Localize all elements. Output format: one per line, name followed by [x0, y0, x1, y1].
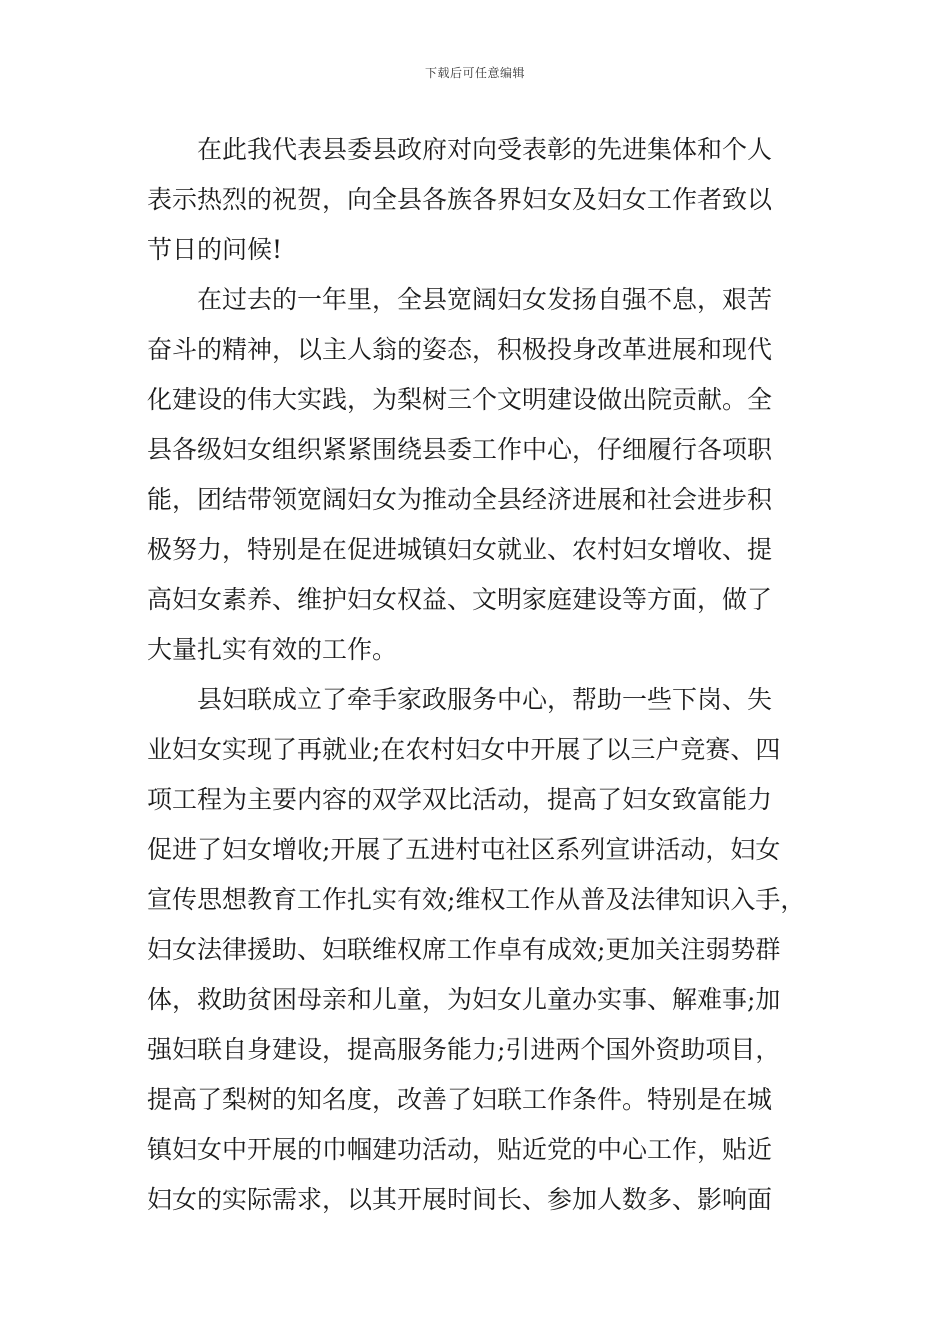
text-line: 县各级妇女组织紧紧围绕县委工作中心，仔细履行各项职: [147, 435, 773, 464]
text-line: 体，救助贫困母亲和儿童，为妇女儿童办实事、解难事;加: [147, 985, 781, 1014]
text-line: 节日的问候!: [147, 235, 283, 264]
text-line: 高妇女素养、维护妇女权益、文明家庭建设等方面，做了: [147, 585, 773, 614]
text-line: 在此我代表县委县政府对向受表彰的先进集体和个人: [197, 135, 773, 164]
text-line: 奋斗的精神，以主人翁的姿态，积极投身改革进展和现代: [147, 335, 773, 364]
text-line: 县妇联成立了牵手家政服务中心，帮助一些下岗、失: [197, 685, 773, 714]
page-header-note: 下载后可任意编辑: [424, 66, 525, 80]
text-line: 镇妇女中开展的巾帼建功活动，贴近党的中心工作，贴近: [147, 1135, 773, 1164]
text-line: 宣传思想教育工作扎实有效;维权工作从普及法律知识入手，: [147, 885, 806, 914]
text-line: 促进了妇女增收;开展了五进村屯社区系列宣讲活动，妇女: [147, 835, 781, 864]
text-line: 强妇联自身建设，提高服务能力;引进两个国外资助项目，: [147, 1035, 781, 1064]
document-body: [147, 125, 811, 1225]
text-line: 提高了梨树的知名度，改善了妇联工作条件。特别是在城: [147, 1085, 773, 1114]
text-line: 业妇女实现了再就业;在农村妇女中开展了以三户竞赛、四: [147, 735, 781, 764]
text-line: 极努力，特别是在促进城镇妇女就业、农村妇女增收、提: [147, 535, 773, 564]
paragraph-achievements: [147, 275, 811, 675]
text-line: 化建设的伟大实践，为梨树三个文明建设做出院贡献。全: [147, 385, 773, 414]
paragraph-greeting: [147, 125, 811, 275]
text-line: 妇女法律援助、妇联维权席工作卓有成效;更加关注弱势群: [147, 935, 781, 964]
text-line: 表示热烈的祝贺，向全县各族各界妇女及妇女工作者致以: [147, 185, 773, 214]
text-line: 在过去的一年里，全县宽阔妇女发扬自强不息，艰苦: [197, 285, 773, 314]
paragraph-womens-federation: [147, 675, 811, 1225]
text-line: 项工程为主要内容的双学双比活动，提高了妇女致富能力: [147, 785, 773, 814]
text-line: 能，团结带领宽阔妇女为推动全县经济进展和社会进步积: [147, 485, 773, 514]
text-line: 妇女的实际需求，以其开展时间长、参加人数多、影响面: [147, 1185, 773, 1214]
text-line: 大量扎实有效的工作。: [147, 635, 398, 664]
